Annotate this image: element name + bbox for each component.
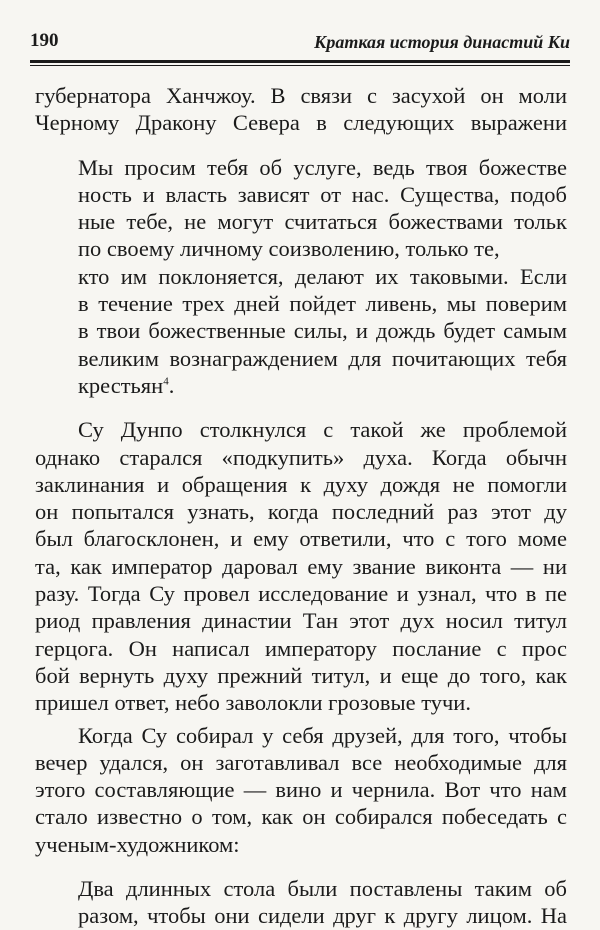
paragraph [35,416,567,443]
quote-line: в твои божественные силы, и дождь будет самым [78,318,567,344]
paragraph-spacer [35,137,567,154]
text-line: этого составляющие — вино и чернила. Вот что нам [35,777,567,803]
page-header [30,30,570,60]
text-line: Когда Су собирал у себя друзей, для того, чтобы [78,722,567,748]
text-line: та, как император даровал ему звание виконта — ни [35,553,567,579]
text-line: бой вернуть духу прежний титул, и еще до того, как [35,662,567,688]
text-line: он попытался узнать, когда последний раз этот ду [35,499,567,525]
quote-line: ные тебе, не могут считаться божествами тольк [78,209,567,235]
paragraph [35,722,567,749]
text-line: Су Дунпо столкнулся с такой же проблемой [78,417,567,443]
header-rule-thick [30,60,570,63]
text-line: герцога. Он написал императору послание с прос [35,635,567,661]
text-line: губернатора Ханчжоу. В связи с засухой он моли [35,83,567,108]
block-quote [35,875,567,930]
paragraph-continuation [35,82,567,137]
text-line: пришел ответ, небо заволокли грозовые тучи. [35,690,471,716]
quote-last-word: крестьян [78,372,164,398]
quote-line: Мы просим тебя об услуге, ведь твоя божестве [78,154,567,180]
quote-line: по своему личному соизволению, только те, [78,236,500,262]
paragraph-spacer [35,399,567,416]
quote-last-line [78,372,567,399]
text-line: Черному Дракону Севера в следующих выражени [35,110,567,136]
paragraph-body [35,444,567,717]
quote-line: разом, чтобы они сидели друг к другу лицом. На [78,903,567,929]
paragraph-body [35,749,567,858]
text-line: вечер удался, он заготавливал все необходимые для [35,749,567,775]
page-number: 190 [30,30,59,51]
quote-line: ность и власть зависят от нас. Существа, подоб [78,181,567,207]
footnote-marker[interactable]: 4 [163,375,169,388]
text-line: был благосклонен, и ему ответили, что с того моме [35,526,567,552]
quote-line: в течение трех дней пойдет ливень, мы поверим [78,291,567,317]
quote-line: Два длинных стола были поставлены таким об [78,876,567,902]
quote-line: кто им поклоняется, делают их таковыми. Если [78,263,567,289]
block-quote [35,154,567,400]
text-line: ученым-художником: [35,831,240,857]
text-line: однако старался «подкупить» духа. Когда обычн [35,444,567,470]
text-line: риод правления династии Тан этот дух носил титул [35,608,567,634]
header-rule-thin [30,65,570,66]
body-text [35,82,567,930]
paragraph-spacer [35,858,567,875]
text-line: заклинания и обращения к духу дождя не помогли [35,471,567,497]
running-title: Краткая история династий Ки [314,32,570,52]
text-line: разу. Тогда Су провел исследование и узнал, что в пе [35,581,567,607]
quote-end-punct: . [168,372,175,398]
quote-line: великим вознаграждением для почитающих тебя [78,345,567,371]
text-line: стало известно о том, как он собирался побеседать с [35,804,567,830]
